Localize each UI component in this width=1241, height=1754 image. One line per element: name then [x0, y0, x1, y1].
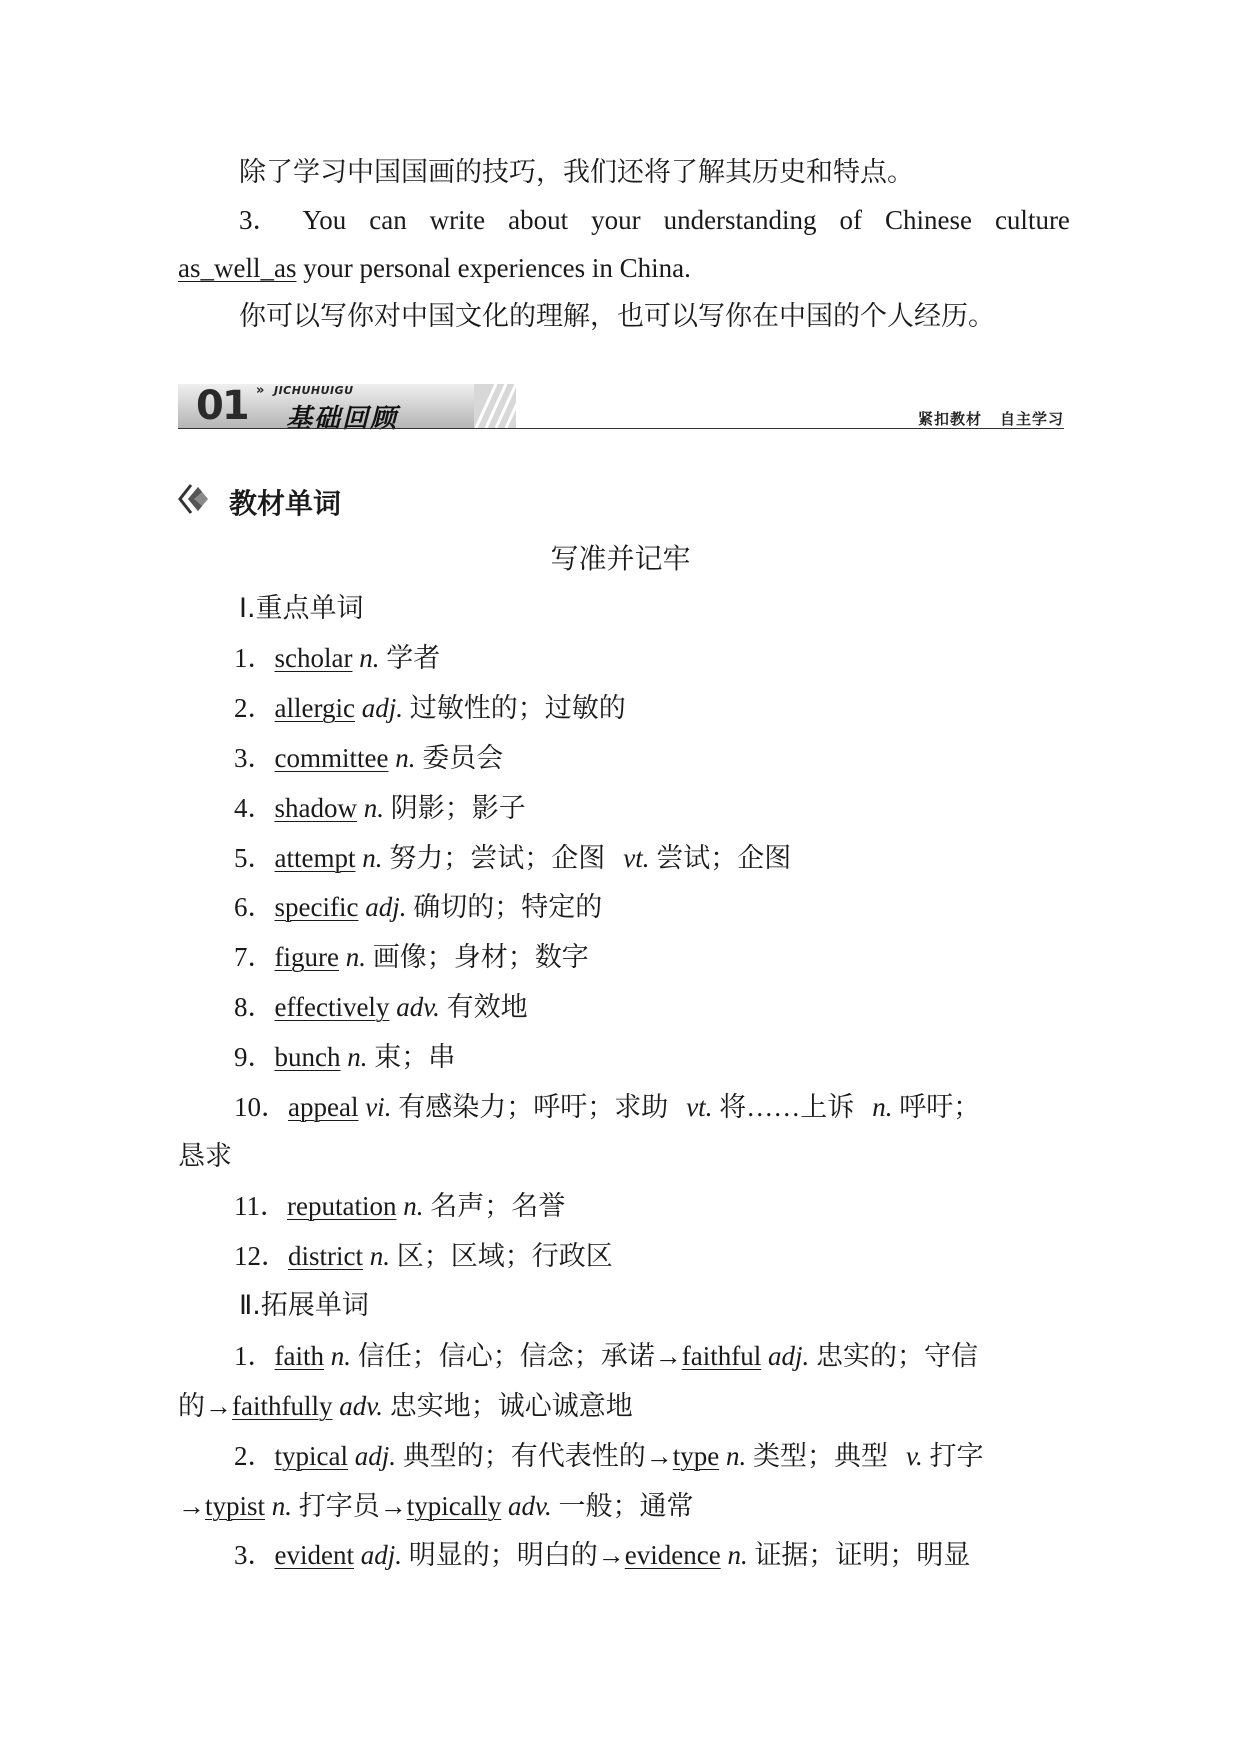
- meaning: 区；区域；行政区: [396, 1241, 613, 1271]
- meaning: 将……上诉: [719, 1092, 855, 1122]
- list-item: [234, 638, 440, 678]
- section-title: 教材单词: [229, 487, 342, 520]
- key-words-heading: Ⅰ.重点单词: [239, 593, 364, 624]
- banner-tagline-1: 紧扣教材: [917, 410, 982, 428]
- item-number: 7．: [234, 942, 275, 972]
- intro-english-line-1: [239, 200, 1070, 240]
- meaning: 阴影；影子: [390, 793, 526, 823]
- intro-english-rest: your personal experiences in China.: [296, 253, 691, 283]
- part-of-speech: vt.: [623, 843, 650, 873]
- part-of-speech: n.: [727, 1540, 748, 1570]
- item-number: 3．: [234, 1540, 275, 1570]
- meaning: 忠实地；诚心诚意地: [389, 1391, 633, 1421]
- list-item: [234, 937, 589, 977]
- item-number: 11．: [234, 1191, 287, 1221]
- vocab-word: reputation: [287, 1191, 397, 1221]
- vocab-word: type: [672, 1441, 720, 1471]
- meaning: 束；串: [374, 1042, 456, 1072]
- part-of-speech: n.: [362, 843, 383, 873]
- meaning: 忠实的；守信: [815, 1341, 978, 1371]
- intro-word: your: [591, 205, 641, 235]
- list-item: [234, 1436, 983, 1476]
- part-of-speech: n.: [872, 1092, 893, 1122]
- meaning: →: [178, 1491, 205, 1521]
- list-item-wrap: 恳求: [178, 1141, 232, 1171]
- meaning: 一般；通常: [558, 1491, 694, 1521]
- item-number: 1．: [234, 1341, 275, 1371]
- meaning: 确切的；特定的: [413, 892, 603, 922]
- item-number: 6．: [234, 892, 275, 922]
- meaning: 呼吁；: [899, 1092, 981, 1122]
- key-phrase-underlined: as_well_as: [178, 253, 297, 283]
- meaning: 的→: [178, 1391, 232, 1421]
- part-of-speech: n.: [726, 1441, 747, 1471]
- item-number: 1．: [234, 643, 275, 673]
- part-of-speech: adv.: [339, 1391, 383, 1421]
- part-of-speech: adj.: [360, 1540, 402, 1570]
- meaning: 有感染力；呼吁；求助: [398, 1092, 669, 1122]
- list-item: [234, 1037, 455, 1077]
- part-of-speech: n.: [359, 643, 380, 673]
- list-item: [234, 1186, 565, 1226]
- ext-words-heading: Ⅱ.拓展单词: [239, 1290, 369, 1321]
- vocab-word: appeal: [288, 1092, 359, 1122]
- intro-chinese-line-1: 除了学习中国国画的技巧，我们还将了解其历史和特点。: [239, 157, 914, 187]
- meaning: 证据；证明；明显: [754, 1540, 971, 1570]
- list-item-wrap: [178, 1386, 633, 1426]
- part-of-speech: n.: [369, 1241, 390, 1271]
- part-of-speech: vi.: [365, 1092, 392, 1122]
- vocab-word: specific: [274, 892, 359, 922]
- list-item: [234, 1236, 613, 1276]
- meaning: 典型的；有代表性的→: [402, 1441, 673, 1471]
- list-item: [234, 688, 626, 728]
- vocab-word: faith: [274, 1341, 324, 1371]
- meaning: 信任；信心；信念；承诺→: [357, 1341, 682, 1371]
- part-of-speech: v.: [906, 1441, 923, 1471]
- list-item: [234, 738, 503, 778]
- vocab-word: faithfully: [232, 1391, 333, 1421]
- vocab-word: district: [288, 1241, 363, 1271]
- list-item: [234, 987, 528, 1027]
- intro-word: can: [369, 205, 407, 235]
- part-of-speech: adj.: [361, 693, 403, 723]
- meaning: 打字: [929, 1441, 984, 1471]
- vocab-word: shadow: [274, 793, 357, 823]
- vocab-word: scholar: [274, 643, 353, 673]
- part-of-speech: n.: [345, 942, 366, 972]
- section-banner: [178, 380, 1064, 432]
- banner-title: 基础回顾: [286, 404, 399, 434]
- intro-word: of: [839, 205, 863, 235]
- section-subtitle: 写准并记牢: [550, 542, 691, 575]
- vocab-word: bunch: [274, 1042, 341, 1072]
- list-item: [234, 1336, 978, 1376]
- list-item: [234, 838, 791, 878]
- part-of-speech: n.: [395, 743, 416, 773]
- part-of-speech: adj.: [767, 1341, 810, 1371]
- item-number: 4．: [234, 793, 275, 823]
- banner-tagline-2: 自主学习: [999, 410, 1064, 428]
- part-of-speech: adv.: [396, 992, 440, 1022]
- meaning: 明显的；明白的→: [408, 1540, 625, 1570]
- list-item-wrap: [178, 1486, 693, 1526]
- item-number: 2．: [234, 1441, 275, 1471]
- item-number: 10．: [234, 1092, 288, 1122]
- meaning: 有效地: [446, 992, 528, 1022]
- intro-word: You: [302, 205, 347, 235]
- banner-pinyin-subtitle: JICHUHUIGU: [274, 384, 354, 397]
- list-item: [234, 1087, 980, 1127]
- list-item: [234, 788, 526, 828]
- part-of-speech: n.: [403, 1191, 424, 1221]
- part-of-speech: vt.: [686, 1092, 713, 1122]
- double-chevron-icon: »: [256, 383, 265, 398]
- intro-word: understanding: [663, 205, 817, 235]
- part-of-speech: n.: [363, 793, 384, 823]
- banner-number: 01: [196, 383, 248, 429]
- part-of-speech: n.: [271, 1491, 293, 1521]
- meaning: 类型；典型: [753, 1441, 888, 1471]
- list-item: [234, 887, 602, 927]
- item-number: 12．: [234, 1241, 288, 1271]
- list-item: [234, 1535, 970, 1575]
- intro-english-line-2: [178, 248, 691, 288]
- intro-item-number: 3．: [239, 205, 280, 235]
- meaning: 努力；尝试；企图: [389, 843, 606, 873]
- part-of-speech: n.: [347, 1042, 368, 1072]
- part-of-speech: adj.: [365, 892, 407, 922]
- vocab-word: typically: [406, 1491, 502, 1521]
- part-of-speech: adj.: [354, 1441, 396, 1471]
- meaning: 画像；身材；数字: [372, 942, 589, 972]
- meaning: 委员会: [422, 743, 504, 773]
- meaning: 尝试；企图: [656, 843, 792, 873]
- meaning: 学者: [386, 643, 441, 673]
- banner-title-block: [254, 383, 454, 434]
- vocab-word: effectively: [274, 992, 390, 1022]
- meaning: 名声；名誉: [430, 1191, 566, 1221]
- intro-word: write: [429, 205, 486, 235]
- vocab-word: evidence: [624, 1540, 721, 1570]
- part-of-speech: n.: [330, 1341, 351, 1371]
- meaning: 打字员→: [298, 1491, 407, 1521]
- item-number: 3．: [234, 743, 275, 773]
- intro-word: Chinese: [884, 205, 972, 235]
- part-of-speech: adv.: [508, 1491, 552, 1521]
- vocab-word: typist: [205, 1491, 266, 1521]
- vocab-word: evident: [274, 1540, 354, 1570]
- banner-stripes-decoration: [474, 384, 516, 428]
- diamond-bullet-icon: [178, 483, 214, 519]
- vocab-word: figure: [274, 942, 339, 972]
- vocab-word: typical: [274, 1441, 348, 1471]
- item-number: 8．: [234, 992, 275, 1022]
- vocab-word: allergic: [274, 693, 355, 723]
- intro-word: culture: [994, 205, 1070, 235]
- vocab-word: faithful: [681, 1341, 762, 1371]
- item-number: 5．: [234, 843, 275, 873]
- vocab-word: attempt: [274, 843, 356, 873]
- intro-word: about: [508, 205, 569, 235]
- item-number: 9．: [234, 1042, 275, 1072]
- item-number: 2．: [234, 693, 275, 723]
- intro-chinese-line-2: 你可以写你对中国文化的理解，也可以写你在中国的个人经历。: [239, 301, 995, 331]
- meaning: 过敏性的；过敏的: [409, 693, 626, 723]
- vocab-word: committee: [274, 743, 389, 773]
- banner-tagline: [918, 408, 1064, 429]
